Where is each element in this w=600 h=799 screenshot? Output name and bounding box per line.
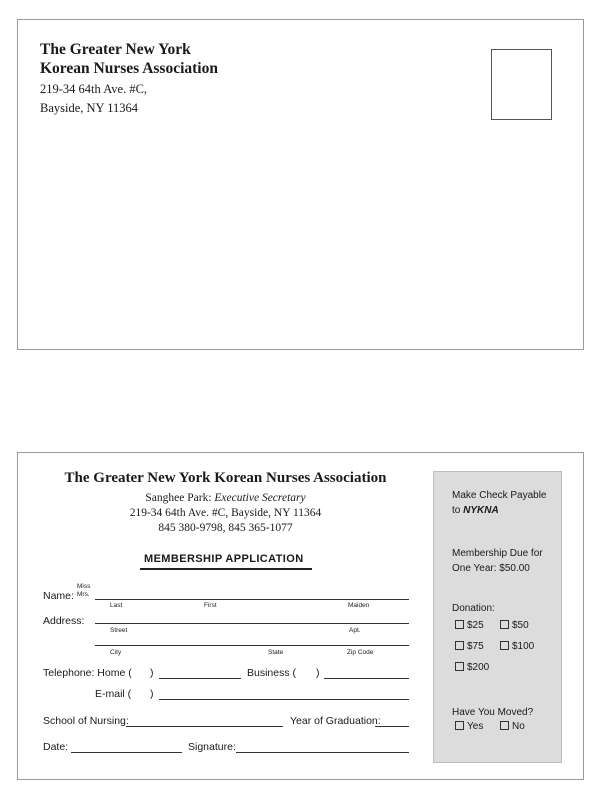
donation-label: Donation: [452, 603, 495, 614]
check-payee: NYKNA [463, 505, 499, 516]
check-payable-line1: Make Check Payable [452, 490, 547, 501]
school-field[interactable] [126, 726, 283, 727]
donation-50-label: $50 [512, 620, 529, 631]
moved-no-checkbox[interactable] [500, 721, 525, 733]
signature-field[interactable] [236, 752, 409, 753]
return-org-line1: The Greater New York [40, 41, 191, 58]
donation-75-label: $75 [467, 641, 484, 652]
home-paren-close: ) [150, 667, 154, 679]
secretary-name: Sanghee Park: [145, 492, 215, 504]
return-address [40, 80, 147, 118]
city-caption: City [110, 649, 122, 656]
graduation-label: Year of Graduation: [290, 715, 381, 727]
street-caption: Street [110, 627, 128, 634]
email-field[interactable] [159, 699, 409, 700]
donation-25-checkbox[interactable] [455, 620, 484, 632]
checkbox-square [500, 641, 509, 650]
business-label: Business ( [247, 667, 297, 679]
moved-question: Have You Moved? [452, 707, 534, 718]
name-label: Name: [43, 590, 74, 602]
secretary-line [18, 491, 433, 506]
zip-caption: Zip Code [347, 649, 374, 656]
form-phones: 845 380-9798, 845 365-1077 [158, 522, 293, 534]
telephone-home-label: Telephone: Home ( [43, 667, 132, 679]
email-paren-close: ) [150, 688, 154, 700]
mrs-option[interactable]: Mrs. [77, 591, 90, 598]
checkbox-square [455, 662, 464, 671]
form-org-info [18, 491, 433, 536]
address-label: Address: [43, 615, 85, 627]
name-field[interactable] [95, 599, 409, 600]
date-field[interactable] [71, 752, 182, 753]
return-org-name [40, 40, 218, 78]
first-caption: First [204, 602, 217, 609]
membership-due-line1: Membership Due for [452, 548, 543, 559]
form-org-title: The Greater New York Korean Nurses Association [64, 470, 387, 486]
check-to: to [452, 505, 464, 516]
checkbox-square [455, 620, 464, 629]
donation-200-checkbox[interactable] [455, 662, 489, 674]
donation-50-checkbox[interactable] [500, 620, 529, 632]
checkbox-square [455, 721, 464, 730]
checkbox-square [455, 641, 464, 650]
donation-75-checkbox[interactable] [455, 641, 484, 653]
email-label: E-mail ( [95, 688, 132, 700]
moved-no-label: No [512, 721, 525, 732]
stamp-box [491, 49, 552, 120]
donation-100-checkbox[interactable] [500, 641, 534, 653]
form-address: 219-34 64th Ave. #C, Bayside, NY 11364 [129, 507, 322, 519]
checkbox-square [500, 721, 509, 730]
payment-sidebar [433, 471, 562, 763]
membership-application-title: MEMBERSHIP APPLICATION [144, 553, 304, 565]
miss-option[interactable]: Miss [77, 583, 91, 590]
check-payable-line2 [452, 504, 499, 518]
business-phone-field[interactable] [324, 678, 409, 679]
return-org-line2: Korean Nurses Association [40, 60, 218, 77]
signature-label: Signature: [188, 741, 236, 753]
graduation-field[interactable] [375, 726, 409, 727]
street-field[interactable] [95, 623, 409, 624]
membership-due-line2: One Year: $50.00 [452, 563, 530, 574]
membership-form-card [17, 452, 584, 780]
donation-200-label: $200 [467, 662, 490, 673]
apt-caption: Apt. [349, 627, 361, 634]
secretary-title: Executive Secretary [214, 492, 306, 504]
last-caption: Last [110, 602, 123, 609]
return-address-line1: 219-34 64th Ave. #C, [40, 82, 148, 96]
date-label: Date: [43, 741, 69, 753]
moved-yes-label: Yes [467, 721, 484, 732]
state-caption: State [268, 649, 284, 656]
city-field[interactable] [95, 645, 409, 646]
school-label: School of Nursing: [43, 715, 129, 727]
envelope-back [17, 19, 584, 350]
donation-100-label: $100 [512, 641, 535, 652]
return-address-line2: Bayside, NY 11364 [40, 101, 139, 115]
donation-25-label: $25 [467, 620, 484, 631]
moved-yes-checkbox[interactable] [455, 721, 483, 733]
home-phone-field[interactable] [159, 678, 241, 679]
business-paren-close: ) [316, 667, 320, 679]
maiden-caption: Maiden [348, 602, 370, 609]
checkbox-square [500, 620, 509, 629]
title-underline [140, 568, 312, 570]
